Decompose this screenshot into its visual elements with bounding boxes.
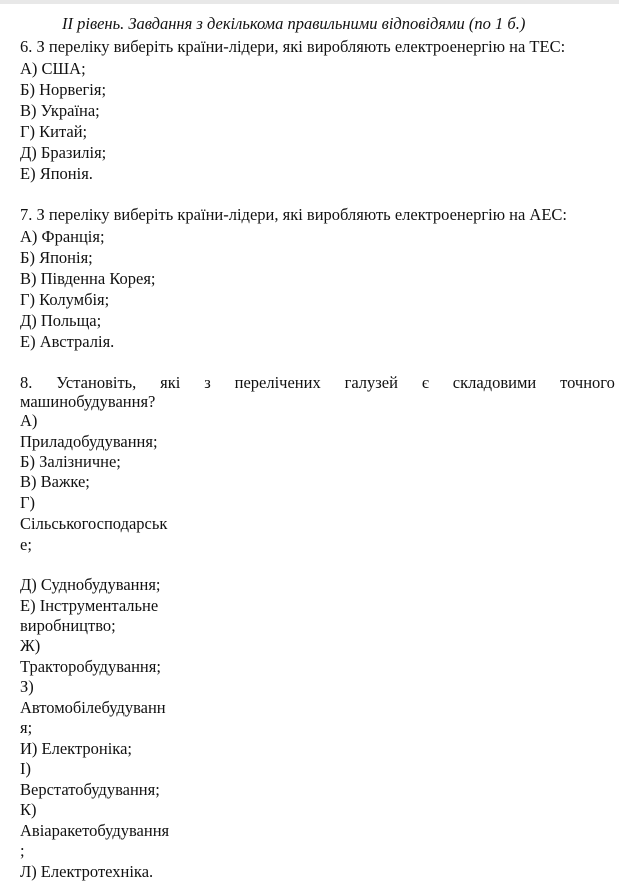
q7-option-d: Г) Колумбія; (20, 290, 110, 309)
q8-line: Автомобілебудуванн (20, 698, 166, 717)
question-8-text-line1 (20, 373, 615, 393)
q8-line: е; (20, 535, 32, 554)
q8-word: галузей (344, 373, 398, 392)
q8-line: Б) Залізничне; (20, 452, 121, 471)
q8-line: Тракторобудування; (20, 657, 161, 676)
q8-line: Е) Інструментальне (20, 596, 159, 615)
q8-word: точного (560, 373, 615, 392)
q8-line: виробництво; (20, 616, 116, 635)
q8-line: Ж) (20, 636, 41, 655)
top-edge-shade (0, 0, 619, 4)
q7-option-b: Б) Японія; (20, 248, 93, 267)
q6-option-d: Г) Китай; (20, 122, 88, 141)
q8-line: Г) (20, 493, 36, 512)
q8-line: И) Електроніка; (20, 739, 132, 758)
q7-option-c: В) Південна Корея; (20, 269, 156, 288)
q8-line: А) (20, 411, 38, 430)
q8-word: перелічених (234, 373, 321, 392)
q8-line: Д) Суднобудування; (20, 575, 161, 594)
q8-line: К) (20, 800, 37, 819)
q8-word: складовими (452, 373, 537, 392)
q7-option-a: А) Франція; (20, 227, 105, 246)
q7-option-e: Д) Польща; (20, 311, 102, 330)
q8-word: 8. (20, 373, 33, 392)
q6-option-a: А) США; (20, 59, 86, 78)
q8-word: є (421, 373, 429, 392)
q8-word: з (204, 373, 211, 392)
question-8-text-line2: машинобудування? (20, 392, 156, 411)
q8-line: Верстатобудування; (20, 780, 160, 799)
q8-line: Авіаракетобудування (20, 821, 170, 840)
q8-line: Приладобудування; (20, 432, 158, 451)
q8-line: В) Важке; (20, 472, 90, 491)
q8-line: Л) Електротехніка. (20, 862, 154, 881)
q8-line: Сільськогосподарськ (20, 514, 168, 533)
q6-option-c: В) Україна; (20, 101, 100, 120)
q8-line: я; (20, 718, 33, 737)
q8-line: ; (20, 841, 25, 860)
section-heading: ІІ рівень. Завдання з декількома правильними відповідями (по 1 б.) (62, 14, 526, 33)
question-7-text: 7. З переліку виберіть країни-лідери, які виробляють електроенергію на АЕС: (20, 205, 568, 224)
q6-option-b: Б) Норвегія; (20, 80, 107, 99)
q6-option-e: Д) Бразилія; (20, 143, 107, 162)
question-6-text: 6. З переліку виберіть країни-лідери, які виробляють електроенергію на ТЕС: (20, 37, 566, 56)
q8-word: які (160, 373, 181, 392)
q6-option-f: Е) Японія. (20, 164, 93, 183)
q8-line: І) (20, 759, 31, 778)
q7-option-f: Е) Австралія. (20, 332, 115, 351)
q8-line: З) (20, 677, 34, 696)
q8-word: Установіть, (56, 373, 137, 392)
